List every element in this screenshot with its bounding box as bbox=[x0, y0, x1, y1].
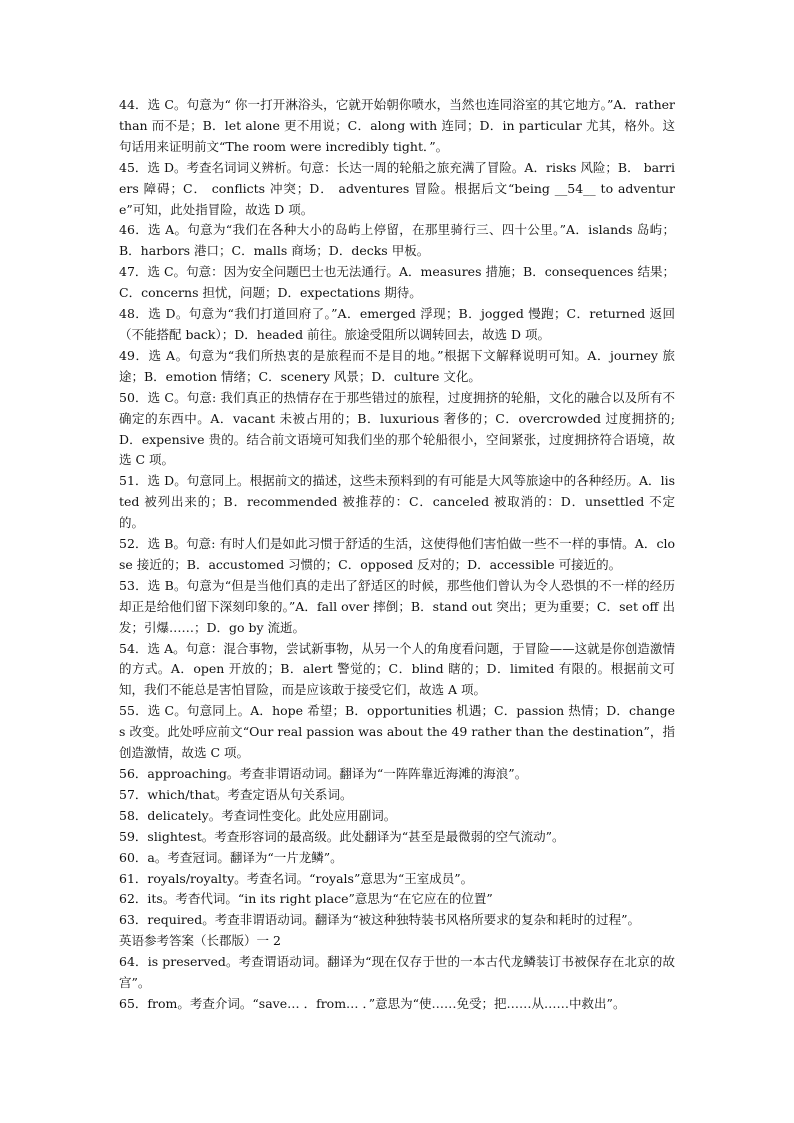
answer-52: 52．选 B。句意: 有时人们是如此习惯于舒适的生活，这使得他们害怕做一些不一样的事情。A．close 接近的；B．accustomed 习惯的；C．opposed 反对的；D．accessible 可接近的。 bbox=[119, 536, 675, 572]
answer-65: 65．from。考查介词。“save… ．from… ．”意思为“使……免受；把……从……中救出”。 bbox=[119, 995, 626, 1011]
answer-50: 50．选 C。句意: 我们真正的热情存在于那些错过的旅程，过度拥挤的轮船，文化的融合以及所有不确定的东西中。A．vacant 未被占用的；B．luxurious 奢侈的；C．overcrowded 过度拥挤的; D．expensive 贵的。结合前文语境可知我们坐的那个轮船很小，空间紧张，过度拥挤符合语境，故选 C 项。 bbox=[119, 389, 675, 468]
answer-47: 47．选 C。句意：因为安全问题巴士也无法通行。A．measures 措施；B．consequences 结果；C．concerns 担忧，问题；D．expectations 期待。 bbox=[119, 264, 675, 301]
answer-58: 58．delicately。考查词性变化。此处应用副词。 bbox=[119, 807, 397, 823]
answer-56: 56．approaching。考查非谓语动词。翻译为“一阵阵靠近海滩的海浪”。 bbox=[119, 766, 528, 781]
answer-49: 49．选 A。句意为“我们所热衷的是旅程而不是目的地。”根据下文解释说明可知。A．journey 旅途；B．emotion 情绪；C．scenery 风景；D．culture 文化。 bbox=[119, 347, 675, 384]
answer-54: 54．选 A。句意：混合事物，尝试新事物，从另一个人的角度看问题，于冒险——这就是你创造激情的方式。A．open 开放的；B．alert 警觉的；C．blind 瞎的；D．limited 有限的。根据前文可知，我们不能总是害怕冒险，而是应该敢于接受它们，故选 A 项。 bbox=[119, 640, 675, 698]
answer-59: 59．slightest。考查形容词的最高级。此处翻译为“甚至是最微弱的空气流动”。 bbox=[119, 828, 565, 844]
answer-key-text bbox=[119, 95, 675, 1015]
answer-64: 64．is preserved。考查谓语动词。翻译为“现在仅存于世的一本古代龙鳞装订书被保存在北京的故宫”。 bbox=[119, 954, 675, 991]
answer-55: 55．选 C。句意同上。A．hope 希望；B．opportunities 机遇；C．passion 热情；D．changes 改变。此处呼应前文“Our real passion was about the 49 rather than the destination”，指创造激情，故选 C 项。 bbox=[119, 703, 675, 761]
answer-62: 62．its。考杳代词。“in its right place”意思为“在它应在的位置” bbox=[119, 891, 493, 907]
answer-48: 48．选 D。句意为“我们打道回府了。”A．emerged 浮现；B．jogged 慢跑；C．returned 返回（不能搭配 back）；D．headed 前往。旅途受阻所以调转回去，故选 D 项。 bbox=[119, 306, 675, 342]
answer-61: 61．royals/royalty。考查名词。“royals”意思为“王室成员”。 bbox=[119, 870, 474, 886]
answer-51: 51．选 D。句意同上。根据前文的描述，这些未预料到的有可能是大风等旅途中的各种经历。A．listed 被列出来的；B．recommended 被推荐的：C．canceled 被取消的：D．unsettled 不定的。 bbox=[119, 473, 675, 531]
answer-44: 44．选 C。句意为“ 你一打开淋浴头，它就开始朝你喷水，当然也连同浴室的其它地方。”A．rather than 而不是；B．let alone 更不用说；C．along with 连同；D．in particular 尤其，格外。这句话用来证明前文“The room were incredibly tight．”。 bbox=[119, 97, 675, 154]
answer-45: 45．选 D。考查名词词义辨析。句意：长达一周的轮船之旅充满了冒险。A．risks 风险；B． barriers 障碍；C． conflicts 冲突；D． adventures 冒险。根据后文“being __54__ to adventure”可知，此处指冒险，故选 D 项。 bbox=[119, 159, 675, 217]
answer-46: 46．选 A。句意为“我们在各种大小的岛屿上停留，在那里骑行三、四十公里。”A．islands 岛屿；B．harbors 港口；C．malls 商场；D．decks 甲板。 bbox=[119, 222, 675, 259]
page-footer-label: 英语参考答案（长郡版）一 2 bbox=[119, 933, 281, 949]
answer-53: 53．选 B。句意为“但是当他们真的走出了舒适区的时候，那些他们曾认为令人恐惧的不一样的经历却正是给他们留下深刻印象的。”A．fall over 摔倒；B．stand out 突出；更为重要；C．set off 出发；引爆……；D．go by 流逝。 bbox=[119, 577, 675, 635]
answer-63: 63．required。考查非谓语动词。翻译为“被这种独特装书风格所要求的复杂和耗时的过程”。 bbox=[119, 912, 640, 928]
answer-60: 60．a。考查冠词。翻译为“一片龙鳞”。 bbox=[119, 849, 343, 865]
answer-57: 57．which/that。考查定语从句关系词。 bbox=[119, 786, 353, 802]
